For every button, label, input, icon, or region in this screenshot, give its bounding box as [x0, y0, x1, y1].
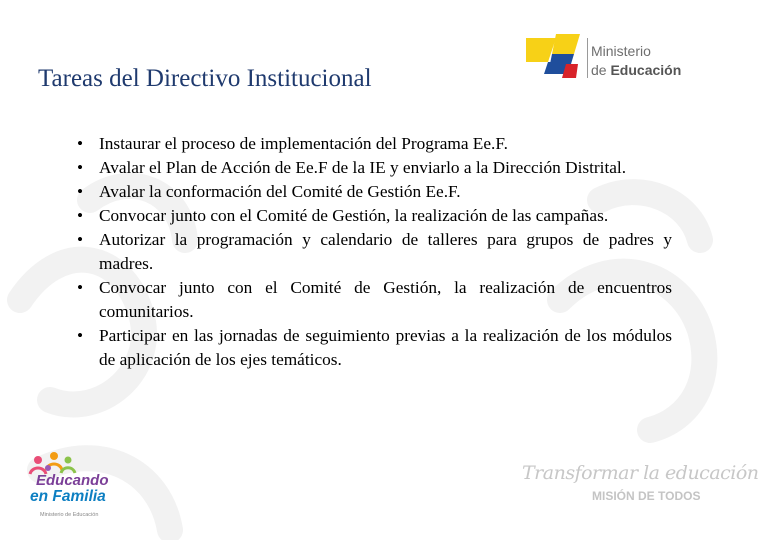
list-item	[76, 228, 672, 276]
list-item	[76, 204, 672, 228]
ecuador-flag-icon	[526, 32, 584, 82]
ministerio-logo-line1: Ministerio	[591, 43, 651, 59]
educando-en-familia-logo	[24, 450, 124, 526]
slogan-line2: MISIÓN DE TODOS	[592, 489, 701, 503]
list-item-text: Convocar junto con el Comité de Gestión, la realización de las campañas.	[99, 206, 609, 225]
list-item	[76, 276, 672, 324]
ministerio-educacion-logo	[526, 30, 686, 86]
bullet-icon: •	[77, 158, 84, 177]
ministerio-logo-line2: de Educación	[591, 62, 682, 78]
logo-divider	[587, 38, 588, 78]
educando-logo-line2: en Familia	[30, 488, 106, 505]
list-item	[76, 132, 672, 156]
list-item-text: Avalar la conformación del Comité de Gestión Ee.F.	[99, 182, 461, 201]
list-item-text: Avalar el Plan de Acción de Ee.F de la IE y enviarlo a la Dirección Distrital.	[99, 158, 627, 177]
bullet-icon: •	[77, 182, 84, 201]
educando-logo-caption: Ministerio de Educación	[40, 512, 99, 518]
bullet-icon: •	[77, 278, 84, 297]
bullet-icon: •	[77, 134, 84, 153]
list-item-text: Convocar junto con el Comité de Gestión, la realización de encuentros comunitarios.	[99, 278, 672, 321]
tasks-list	[76, 132, 672, 372]
list-item	[76, 324, 672, 372]
bullet-icon: •	[77, 206, 84, 225]
slide-title: Tareas del Directivo Institucional	[38, 64, 372, 92]
slogan-watermark	[520, 462, 759, 510]
list-item-text: Autorizar la programación y calendario de talleres para grupos de padres y madres.	[99, 230, 672, 273]
slogan-line1: Transformar la educación	[522, 462, 759, 484]
list-item-text: Participar en las jornadas de seguimiento previas a la realización de los módulos de aplicación de los ejes temáticos.	[99, 326, 672, 369]
list-item	[76, 156, 672, 180]
bullet-icon: •	[77, 230, 84, 249]
bullet-icon: •	[77, 326, 84, 345]
educando-logo-line1: Educando	[36, 472, 109, 489]
list-item-text: Instaurar el proceso de implementación del Programa Ee.F.	[99, 134, 508, 153]
list-item	[76, 180, 672, 204]
